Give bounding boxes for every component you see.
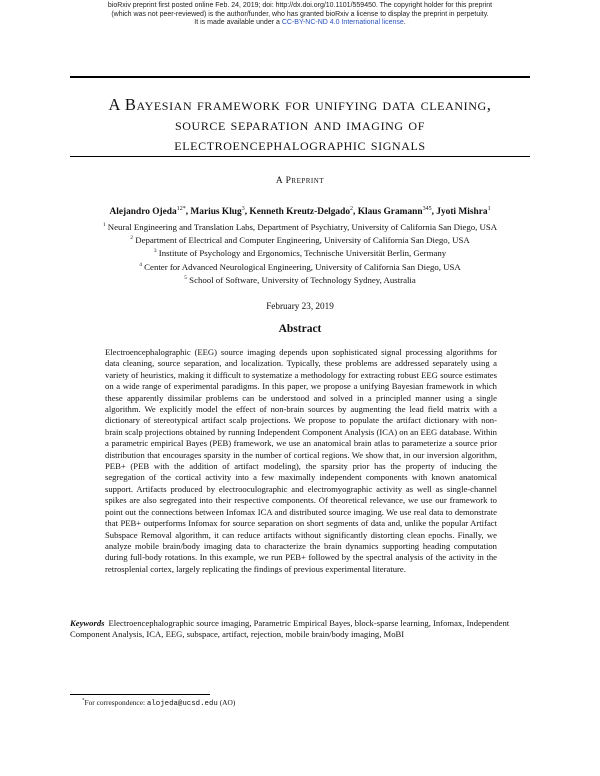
footnote-rule — [70, 694, 210, 695]
title-line-1: A Bayesian framework for unifying data cleaning, — [108, 95, 492, 114]
header-line-1: bioRxiv preprint first posted online Feb. 24, 2019; doi: http://dx.doi.org/10.1101/559450. The copyright holder for this preprint — [107, 2, 493, 9]
affiliation-number: 5 — [184, 274, 187, 281]
affiliation-text: School of Software, University of Technology Sydney, Australia — [189, 274, 416, 285]
abstract-body: Electroencephalographic (EEG) source imaging depends upon sophisticated signal processing algorithms for data cleaning, source separation, and localization. Typically, these problems are addressed separately using a variety of heuristics, making it difficult to systematize a methodology for extracting robust EEG source estimates on a wide range of experimental paradigms. In this paper, we propose a unifying Bayesian framework in which these apparently dissimilar problems can be understood and solved in a principled manner using a single algorithm. We explicitly model the effect of non-brain sources by augmenting the lead field matrix with a dictionary of stereotypical artifact scalp projections. We propose to populate the artifact dictionary with non-brain scalp projections obtained by running Independent Component Analysis (ICA) on an EEG database. Within a parametric empirical Bayes (PEB) framework, we use an anatomical brain atlas to parameterize a source prior distribution that encourages sparsity in the number of cortical regions. We show that, in our inversion algorithm, PEB+ (PEB with the addition of artifact modeling), the sparsity prior has the property of inducing the segregation of the cortical activity into a few maximally independent components with known anatomical support. Artifacts produced by electrooculographic and electromyographic activity as well as single-channel spikes are also segregated into their respective components. Of theoretical relevance, we use our framework to point out the connections between Infomax ICA and distributed source imaging. We use real data to demonstrate that PEB+ outperforms Infomax for source separation on short segments of data and, unlike the popular Artifact Subspace Removal algorithm, it can reduce artifacts without significantly distorting clean epochs. Finally, we analyze mobile brain/body imaging data to characterize the brain dynamics supporting heading computation during full-body rotations. In this example, we run PEB+ followed by the spectral analysis of the activity in the retrosplenial cortex, largely replicating the findings of previous experimental literature. — [105, 347, 497, 574]
author-list: Alejandro Ojeda$^{12*}$, Marius Klug$^3$, Kenneth Kreutz-Delgado$^2$, Klaus Gramann$^{345}$, Jyoti Mishra$^1$ — [109, 206, 491, 218]
correspondence-footnote — [82, 698, 532, 708]
author-affil-marker: 345 — [422, 206, 432, 212]
affiliation — [20, 246, 580, 259]
affiliation-text: Department of Electrical and Computer Engineering, University of California San Diego, USA — [135, 235, 470, 246]
affiliation — [20, 260, 580, 273]
paper-title — [60, 95, 540, 155]
affiliation-text: Center for Advanced Neurological Engineering, University of California San Diego, USA — [144, 261, 461, 272]
correspondence-email[interactable]: alojeda@ucsd.edu — [146, 700, 218, 708]
header-line-3 — [0, 19, 600, 28]
affiliation-text: Institute of Psychology and Ergonomics, Technische Universität Berlin, Germany — [158, 248, 447, 259]
preprint-label: A Preprint — [275, 176, 325, 186]
affiliation-number: 2 — [130, 235, 134, 242]
affiliation-text: Neural Engineering and Translation Labs, Department of Psychiatry, University of California San Diego, USA — [107, 221, 498, 232]
author-name: Alejandro Ojeda — [109, 207, 177, 218]
title-top-rule — [70, 76, 530, 78]
author-name: Marius Klug — [190, 207, 242, 218]
footnote-mark: * — [82, 698, 85, 704]
affiliation — [20, 220, 580, 233]
author-name: Jyoti Mishra — [436, 207, 488, 218]
author-affil-marker: 1 — [487, 206, 491, 212]
title-line-2: source separation and imaging of — [175, 115, 425, 134]
footnote-prefix: For correspondence: — [84, 698, 147, 707]
license-link[interactable]: CC-BY-NC-ND 4.0 International license — [281, 19, 404, 27]
affiliation-number: 4 — [139, 261, 142, 268]
abstract-heading: Abstract — [278, 323, 322, 335]
title-line-3: electroencephalographic signals — [174, 135, 426, 154]
publication-date: February 23, 2019 — [266, 301, 334, 311]
author-name: Klaus Gramann — [357, 207, 423, 218]
footnote-suffix: (AO) — [217, 698, 236, 707]
author-affil-marker: 2 — [350, 206, 354, 212]
author-affil-marker: 3 — [241, 206, 245, 212]
header-line-2: (which was not peer-reviewed) is the author/funder, who has granted bioRxiv a license to display the preprint in perpetuity. — [111, 10, 489, 18]
keywords-section — [70, 618, 532, 641]
biorxiv-header — [0, 2, 600, 28]
affiliation — [20, 273, 580, 286]
affiliation-number: 1 — [102, 222, 106, 228]
affiliation-number: 3 — [153, 248, 157, 255]
author-affil-marker: 12* — [176, 206, 186, 212]
affiliation — [20, 233, 580, 246]
header-line-3-prefix: It is made available under a — [194, 19, 282, 27]
title-bottom-rule — [70, 156, 530, 157]
keywords-label: Keywords — [70, 618, 105, 628]
header-line-3-suffix: . — [403, 19, 406, 27]
affiliation-list — [20, 220, 580, 286]
keywords-text: Electroencephalographic source imaging, Parametric Empirical Bayes, block-sparse learning, Infomax, Independent Component Analysis, ICA, EEG, subspace, artifact, rejection, mobile brain/body imaging, MoBI — [70, 618, 510, 640]
author-name: Kenneth Kreutz-Delgado — [249, 207, 351, 218]
